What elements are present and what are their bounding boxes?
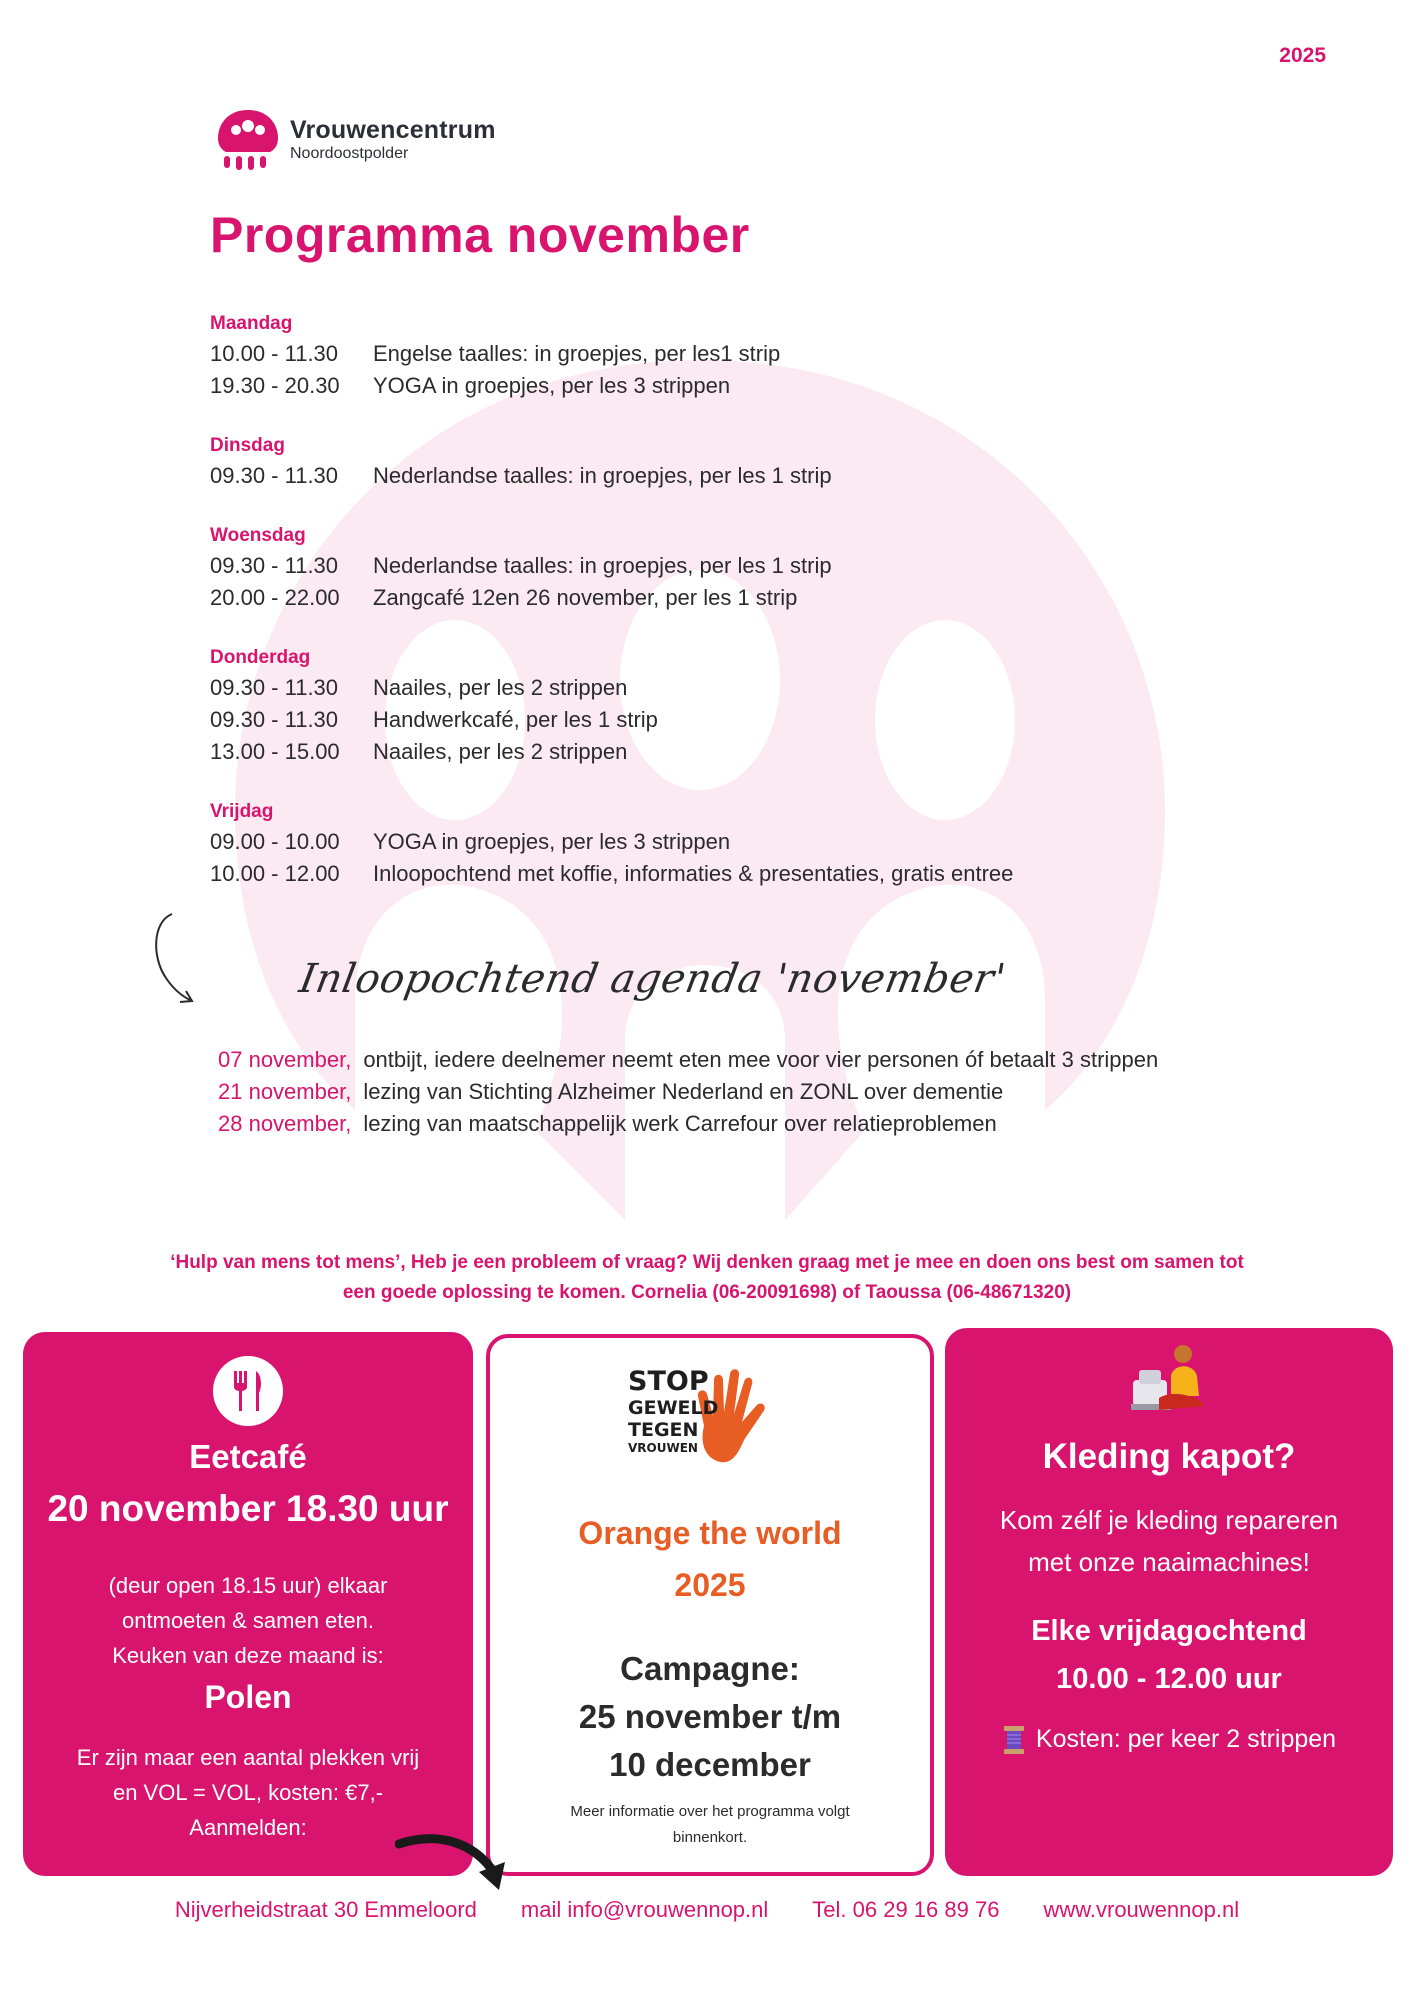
- schedule-row: [210, 672, 1110, 704]
- schedule-row: [210, 858, 1110, 890]
- help-line-1: ‘Hulp van mens tot mens’, Heb je een probleem of vraag? Wij denken graag met je mee en doen ons best om samen tot: [170, 1252, 1244, 1273]
- help-line-2: een goede oplossing te komen. Cornelia (06-20091698) of Taoussa (06-48671320): [342, 1282, 1072, 1303]
- logo-mark-icon: [216, 108, 280, 172]
- stop-logo-text: TEGEN: [628, 1419, 699, 1441]
- footer-address: Nijverheidstraat 30 Emmeloord: [174, 1897, 477, 1922]
- eetcafe-note-line: Aanmelden:: [189, 1815, 307, 1840]
- schedule-row: [210, 582, 1110, 614]
- agenda-date: 07 november,: [218, 1047, 352, 1072]
- footer-website-link[interactable]: www.vrouwennop.nl: [1043, 1897, 1240, 1922]
- schedule-time: 13.00 - 15.00: [210, 739, 340, 764]
- eetcafe-note-line: Er zijn maar een aantal plekken vrij: [76, 1745, 420, 1770]
- campaign-line: 10 december: [609, 1746, 811, 1783]
- agenda-item: [218, 1044, 1158, 1076]
- agenda-item: [218, 1076, 1158, 1108]
- kleding-desc-line: Kom zélf je kleding repareren: [999, 1505, 1339, 1535]
- agenda-text: ontbijt, iedere deelnemer neemt eten mee voor vier personen óf betaalt 3 strippen: [363, 1047, 1159, 1072]
- kleding-when-line: 10.00 - 12.00 uur: [1056, 1663, 1282, 1695]
- footer-phone[interactable]: Tel. 06 29 16 89 76: [812, 1897, 1000, 1922]
- schedule-activity: Naailes, per les 2 strippen: [373, 739, 628, 764]
- day-block-vrijdag: [210, 798, 1110, 890]
- schedule-activity: Nederlandse taalles: in groepjes, per les 1 strip: [373, 553, 832, 578]
- schedule-time: 09.30 - 11.30: [210, 675, 339, 700]
- kleding-desc-line: met onze naaimachines!: [1028, 1547, 1310, 1577]
- thread-spool-icon: [1002, 1726, 1026, 1754]
- stop-logo-text: VROUWEN: [628, 1441, 698, 1455]
- eetcafe-date: 20 november 18.30 uur: [47, 1488, 449, 1529]
- eetcafe-title: Eetcafé: [189, 1438, 307, 1475]
- logo-name: Vrouwencentrum: [290, 116, 496, 145]
- eetcafe-note-line: en VOL = VOL, kosten: €7,-: [112, 1780, 384, 1805]
- schedule-activity: Engelse taalles: in groepjes, per les1 strip: [373, 341, 781, 366]
- kleding-cost: [945, 1725, 1393, 1754]
- agenda-text: lezing van maatschappelijk werk Carrefour over relatieproblemen: [363, 1111, 997, 1136]
- schedule-row: [210, 550, 1110, 582]
- kleding-when-line: Elke vrijdagochtend: [1031, 1615, 1307, 1647]
- eetcafe-kitchen: Polen: [204, 1679, 292, 1715]
- eetcafe-card: [23, 1332, 473, 1876]
- eetcafe-description: [23, 1568, 473, 1673]
- stop-geweld-hand-logo: [620, 1362, 800, 1472]
- eetcafe-desc-line: ontmoeten & samen eten.: [122, 1608, 374, 1633]
- agenda-date: 28 november,: [218, 1111, 352, 1136]
- kleding-description: [945, 1499, 1393, 1583]
- schedule-row: [210, 460, 1110, 492]
- schedule-row: [210, 704, 1110, 736]
- day-block-maandag: [210, 310, 1110, 402]
- campaign-line: Campagne:: [620, 1650, 800, 1687]
- kleding-kapot-card: [945, 1328, 1393, 1876]
- schedule-activity: Inloopochtend met koffie, informaties & presentaties, gratis entree: [373, 861, 1014, 886]
- campaign-info: [490, 1799, 930, 1851]
- day-name: Dinsdag: [210, 435, 285, 456]
- day-block-dinsdag: [210, 432, 1110, 492]
- weekly-schedule: [210, 310, 1110, 920]
- schedule-row: [210, 826, 1110, 858]
- schedule-time: 19.30 - 20.30: [210, 373, 340, 398]
- agenda-list: [218, 1044, 1158, 1140]
- agenda-text: lezing van Stichting Alzheimer Nederland en ZONL over dementie: [363, 1079, 1004, 1104]
- stop-logo-text: STOP: [628, 1366, 709, 1397]
- footer-contact: [0, 1897, 1414, 1923]
- day-name: Vrijdag: [210, 801, 274, 822]
- agenda-item: [218, 1108, 1158, 1140]
- day-block-woensdag: [210, 522, 1110, 614]
- schedule-activity: Naailes, per les 2 strippen: [373, 675, 628, 700]
- orange-title-year: 2025: [674, 1567, 746, 1603]
- campaign-line: 25 november t/m: [578, 1698, 842, 1735]
- agenda-date: 21 november,: [218, 1079, 352, 1104]
- stop-logo-text: GEWELD: [628, 1397, 719, 1419]
- schedule-row: [210, 736, 1110, 768]
- campaign-dates: [490, 1645, 930, 1789]
- day-name: Donderdag: [210, 647, 311, 668]
- eetcafe-desc-line: Keuken van deze maand is:: [112, 1643, 384, 1668]
- schedule-time: 09.30 - 11.30: [210, 553, 339, 578]
- schedule-time: 09.30 - 11.30: [210, 463, 339, 488]
- schedule-time: 09.30 - 11.30: [210, 707, 339, 732]
- schedule-activity: Nederlandse taalles: in groepjes, per les 1 strip: [373, 463, 832, 488]
- schedule-time: 10.00 - 11.30: [210, 341, 339, 366]
- cutlery-icon: [213, 1356, 283, 1426]
- logo-subtitle: Noordoostpolder: [290, 145, 409, 163]
- curved-arrow-icon: [152, 908, 212, 1008]
- schedule-time: 09.00 - 10.00: [210, 829, 340, 854]
- schedule-activity: Zangcafé 12en 26 november, per les 1 strip: [373, 585, 798, 610]
- schedule-row: [210, 370, 1110, 402]
- campaign-info-line: binnenkort.: [672, 1829, 748, 1846]
- eetcafe-desc-line: (deur open 18.15 uur) elkaar: [108, 1573, 388, 1598]
- campaign-info-line: Meer informatie over het programma volgt: [570, 1803, 850, 1820]
- day-name: Woensdag: [210, 525, 306, 546]
- page-title: Programma november: [210, 207, 750, 263]
- kleding-when: [945, 1607, 1393, 1703]
- sewing-woman-icon: [1129, 1340, 1209, 1416]
- footer-mail-link[interactable]: mail info@vrouwennop.nl: [520, 1897, 769, 1922]
- schedule-row: [210, 338, 1110, 370]
- orange-the-world-card: [486, 1334, 934, 1876]
- help-notice: [100, 1248, 1314, 1308]
- schedule-time: 20.00 - 22.00: [210, 585, 340, 610]
- schedule-time: 10.00 - 12.00: [210, 861, 340, 886]
- orange-title-line: Orange the world: [578, 1515, 842, 1551]
- agenda-title: Inloopochtend agenda 'november': [295, 956, 1010, 1002]
- schedule-activity: YOGA in groepjes, per les 3 strippen: [373, 373, 731, 398]
- orange-the-world-title: [490, 1507, 930, 1611]
- day-block-donderdag: [210, 644, 1110, 768]
- kleding-title: Kleding kapot?: [1042, 1437, 1296, 1476]
- logo[interactable]: [216, 108, 496, 172]
- schedule-activity: Handwerkcafé, per les 1 strip: [373, 707, 658, 732]
- day-name: Maandag: [210, 313, 293, 334]
- schedule-activity: YOGA in groepjes, per les 3 strippen: [373, 829, 731, 854]
- pointing-arrow-icon: [395, 1822, 515, 1902]
- year-label: 2025: [1279, 44, 1326, 67]
- kleding-cost-text: Kosten: per keer 2 strippen: [1035, 1725, 1337, 1753]
